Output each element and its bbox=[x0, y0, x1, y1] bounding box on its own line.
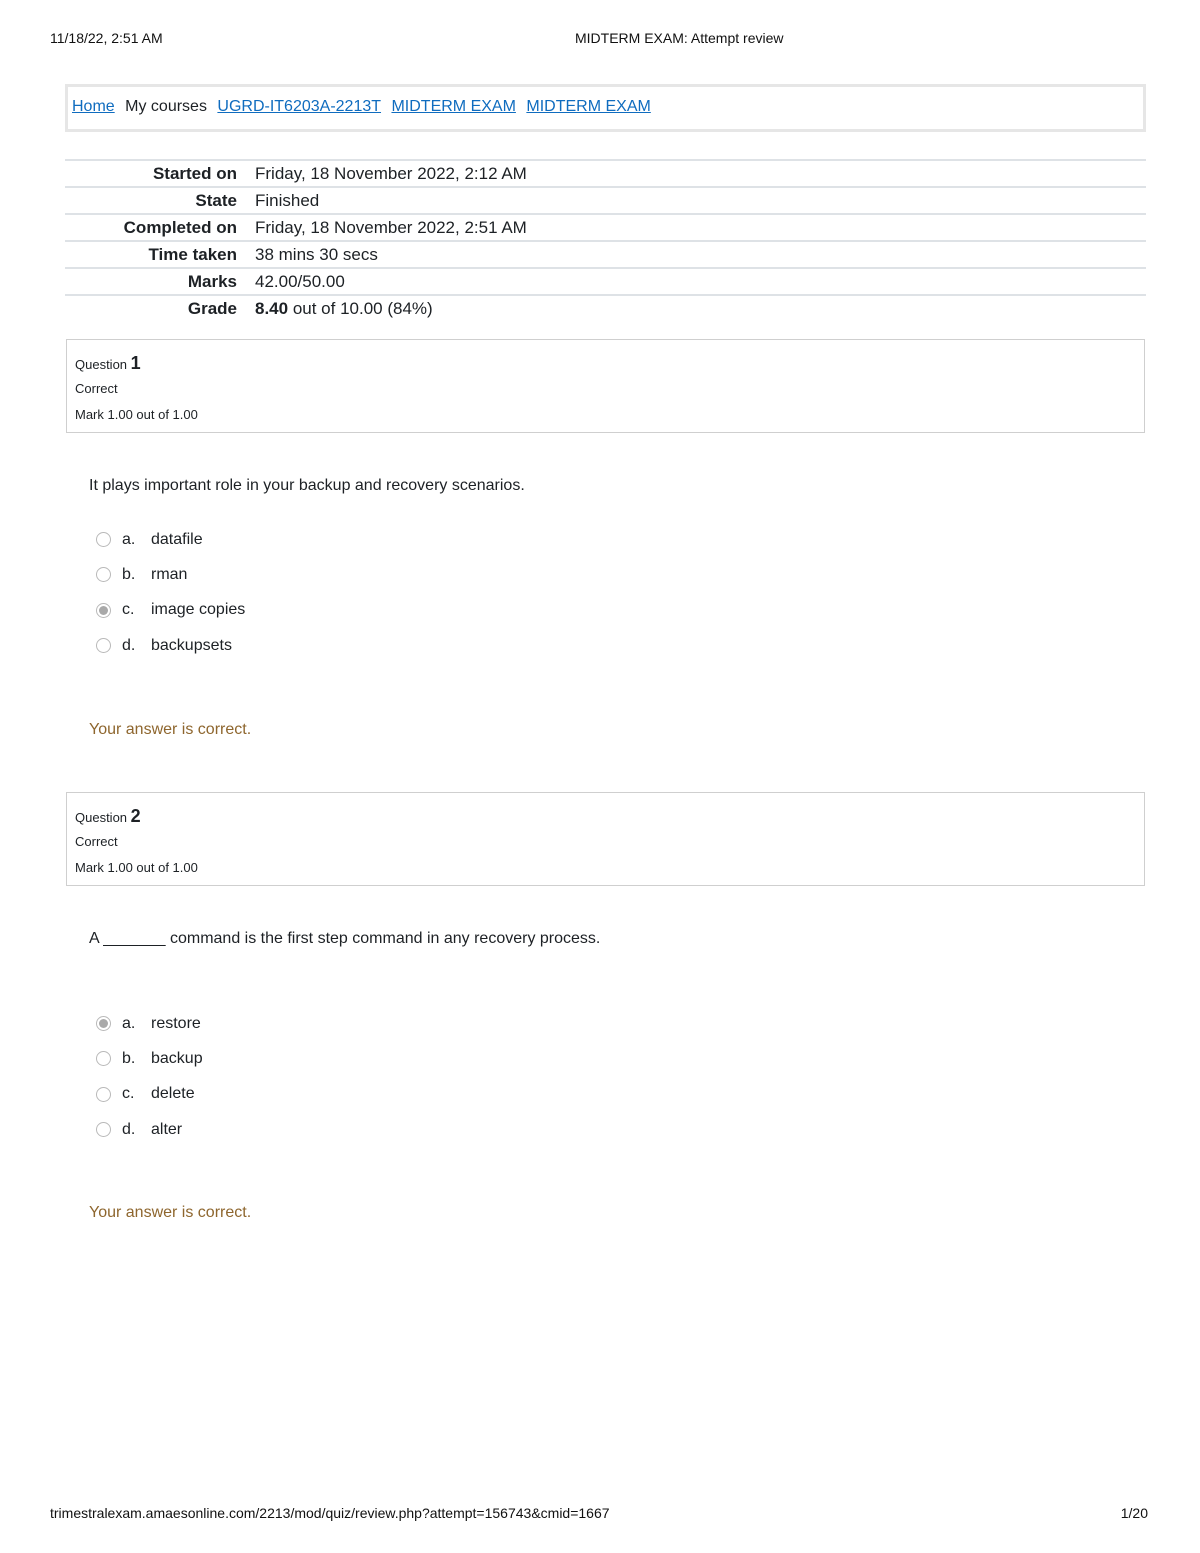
answer-option[interactable] bbox=[96, 593, 245, 628]
radio-button[interactable] bbox=[96, 638, 111, 653]
answer-feedback: Your answer is correct. bbox=[89, 721, 252, 738]
summary-row-marks bbox=[65, 268, 1146, 295]
attempt-summary-table bbox=[65, 159, 1146, 322]
option-text: delete bbox=[151, 1085, 195, 1103]
breadcrumb-section[interactable]: MIDTERM EXAM bbox=[391, 98, 516, 115]
print-title: MIDTERM EXAM: Attempt review bbox=[575, 30, 784, 46]
answer-option[interactable] bbox=[96, 522, 245, 557]
question-text: A _______ command is the first step command in any recovery process. bbox=[89, 930, 601, 947]
option-letter: a. bbox=[122, 1014, 136, 1032]
breadcrumb-quiz[interactable]: MIDTERM EXAM bbox=[526, 98, 651, 115]
answer-option[interactable] bbox=[96, 1077, 203, 1112]
breadcrumb bbox=[65, 84, 1146, 132]
question-prefix: Question bbox=[75, 357, 128, 372]
print-footer bbox=[50, 1505, 1148, 1523]
radio-button[interactable] bbox=[96, 567, 111, 582]
answer-option[interactable] bbox=[96, 557, 245, 592]
question-mark: Mark 1.00 out of 1.00 bbox=[75, 407, 198, 422]
summary-value bbox=[241, 295, 1146, 322]
option-letter: b. bbox=[122, 565, 136, 583]
breadcrumb-course[interactable]: UGRD-IT6203A-2213T bbox=[217, 98, 382, 115]
answer-option[interactable] bbox=[96, 628, 245, 663]
option-letter: d. bbox=[122, 636, 136, 654]
summary-label: State bbox=[195, 190, 237, 210]
print-url: trimestralexam.amaesonline.com/2213/mod/quiz/review.php?attempt=156743&cmid=1667 bbox=[50, 1505, 610, 1521]
answer-option[interactable] bbox=[96, 1006, 203, 1041]
print-date: 11/18/22, 2:51 AM bbox=[50, 30, 163, 46]
summary-row-grade bbox=[65, 295, 1146, 322]
question-text: It plays important role in your backup and recovery scenarios. bbox=[89, 477, 525, 494]
radio-button[interactable] bbox=[96, 532, 111, 547]
answer-option[interactable] bbox=[96, 1112, 203, 1147]
summary-value: Finished bbox=[255, 190, 320, 210]
question-prefix: Question bbox=[75, 810, 128, 825]
summary-row-started-on bbox=[65, 160, 1146, 187]
summary-label: Time taken bbox=[148, 244, 237, 264]
summary-value: 38 mins 30 secs bbox=[255, 244, 378, 264]
summary-value: Friday, 18 November 2022, 2:12 AM bbox=[255, 163, 527, 183]
option-text: datafile bbox=[151, 530, 203, 548]
radio-button[interactable] bbox=[96, 1087, 111, 1102]
summary-row-state bbox=[65, 187, 1146, 214]
summary-label: Completed on bbox=[123, 217, 237, 237]
summary-label: Started on bbox=[152, 163, 237, 183]
option-letter: c. bbox=[122, 601, 135, 619]
grade-score: 8.40 bbox=[255, 299, 289, 318]
option-letter: d. bbox=[122, 1120, 136, 1138]
summary-label: Grade bbox=[187, 299, 237, 318]
page-number: 1/20 bbox=[1120, 1505, 1148, 1521]
question-status: Correct bbox=[75, 834, 118, 849]
breadcrumb-home[interactable]: Home bbox=[72, 98, 115, 115]
radio-button[interactable] bbox=[96, 1051, 111, 1066]
answer-options bbox=[96, 522, 245, 663]
summary-row-time-taken bbox=[65, 241, 1146, 268]
answer-feedback: Your answer is correct. bbox=[89, 1204, 252, 1221]
option-letter: b. bbox=[122, 1049, 136, 1067]
question-info bbox=[66, 339, 1145, 433]
option-text: restore bbox=[151, 1014, 201, 1032]
option-text: alter bbox=[151, 1120, 183, 1138]
answer-option[interactable] bbox=[96, 1041, 203, 1076]
question-status: Correct bbox=[75, 381, 118, 396]
option-text: backup bbox=[151, 1049, 203, 1067]
option-letter: a. bbox=[122, 530, 136, 548]
question-info bbox=[66, 792, 1145, 886]
radio-button-selected[interactable] bbox=[96, 1016, 111, 1031]
option-text: backupsets bbox=[151, 636, 232, 654]
option-text: rman bbox=[151, 565, 188, 583]
summary-value: Friday, 18 November 2022, 2:51 AM bbox=[255, 217, 527, 237]
grade-rest: out of 10.00 (84%) bbox=[288, 299, 433, 318]
question-number: 2 bbox=[130, 806, 141, 826]
answer-options bbox=[96, 1006, 203, 1147]
radio-button-selected[interactable] bbox=[96, 603, 111, 618]
question-number: 1 bbox=[130, 353, 141, 373]
breadcrumb-my-courses: My courses bbox=[125, 98, 207, 115]
summary-row-completed-on bbox=[65, 214, 1146, 241]
radio-button[interactable] bbox=[96, 1122, 111, 1137]
option-text: image copies bbox=[151, 601, 246, 619]
question-mark: Mark 1.00 out of 1.00 bbox=[75, 860, 198, 875]
option-letter: c. bbox=[122, 1085, 135, 1103]
summary-label: Marks bbox=[187, 271, 237, 291]
print-header bbox=[50, 30, 1150, 48]
summary-value: 42.00/50.00 bbox=[255, 271, 345, 291]
